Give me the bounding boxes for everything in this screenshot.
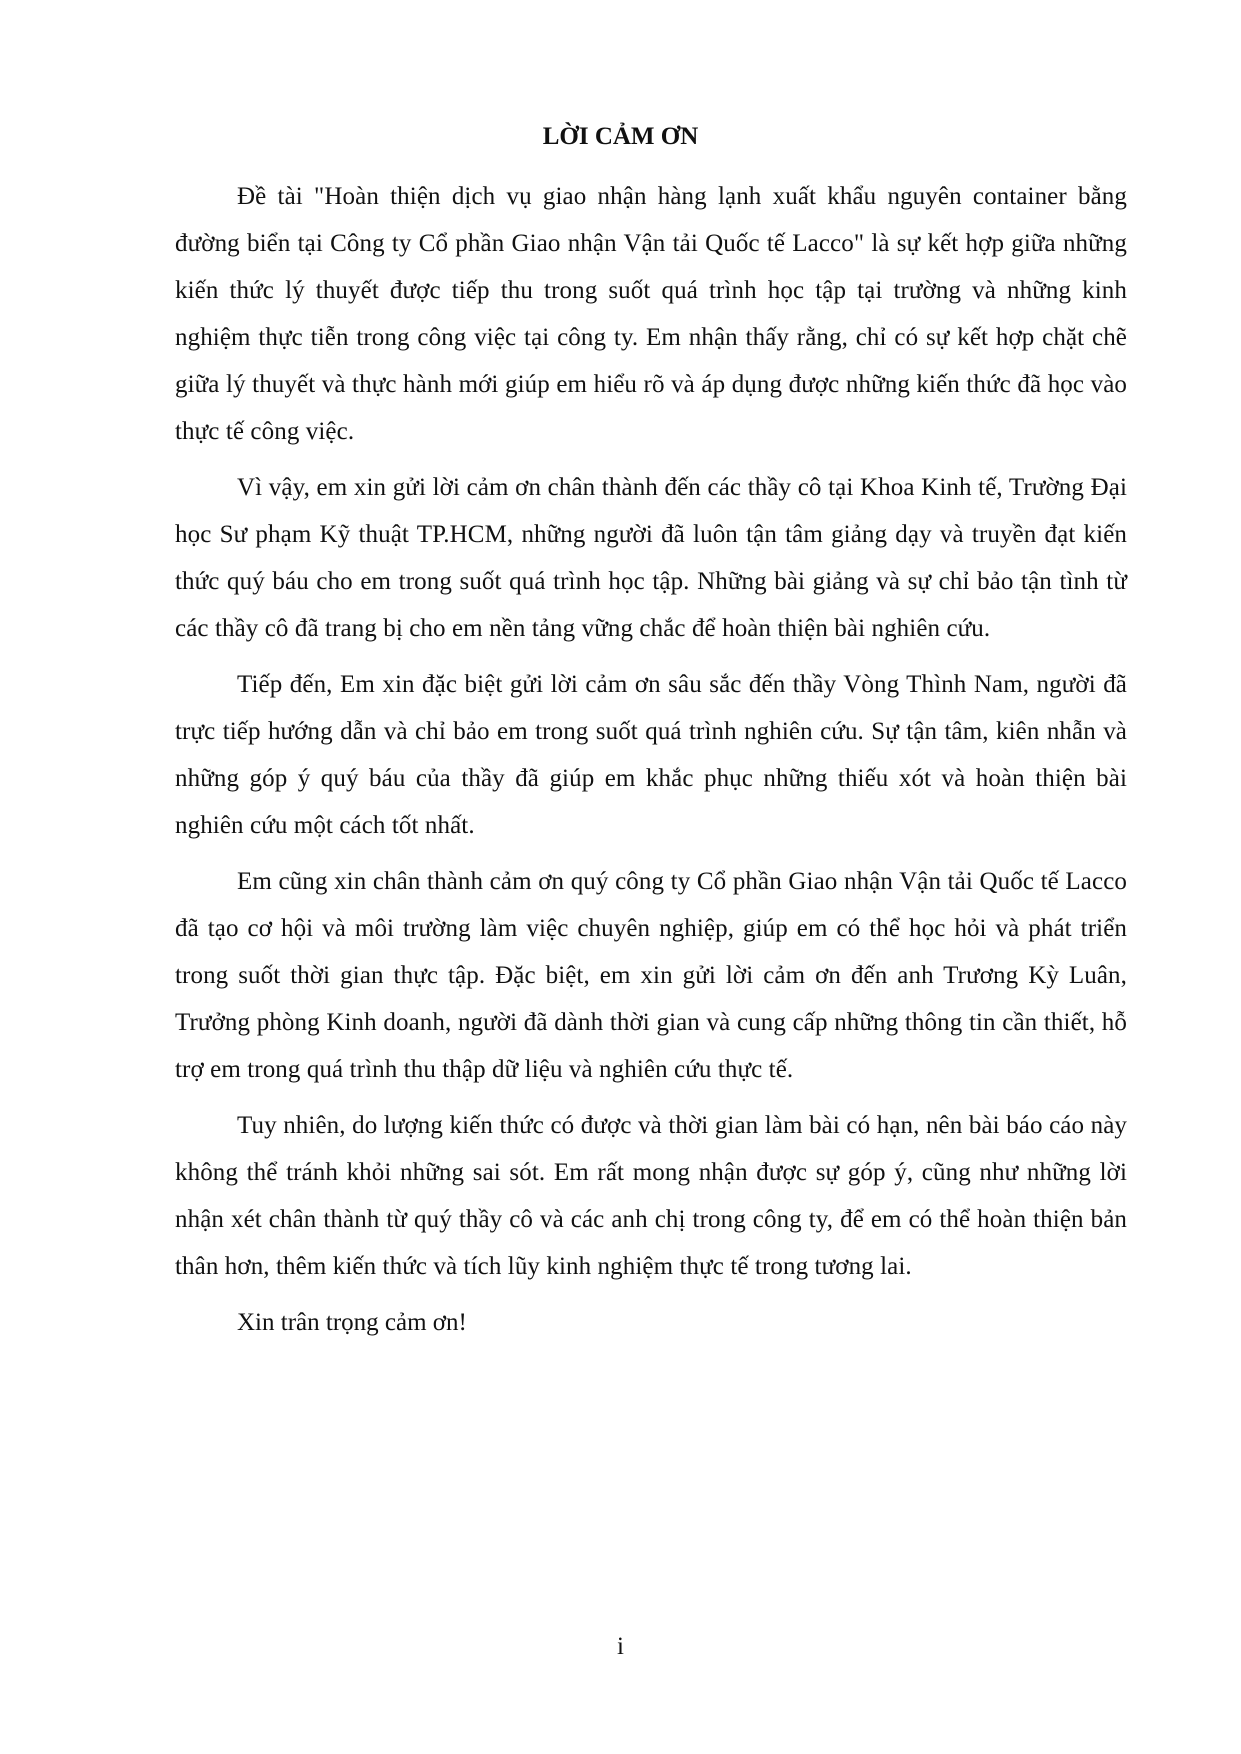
acknowledgement-body (175, 173, 1127, 1346)
paragraph-1: Đề tài "Hoàn thiện dịch vụ giao nhận hàng lạnh xuất khẩu nguyên container bằng đường biển tại Công ty Cổ phần Giao nhận Vận tải Quốc tế Lacco" là sự kết hợp giữa những kiến thức lý thuyết được tiếp thu trong suốt quá trình học tập tại trường và những kinh nghiệm thực tiễn trong công việc tại công ty. Em nhận thấy rằng, chỉ có sự kết hợp chặt chẽ giữa lý thuyết và thực hành mới giúp em hiểu rõ và áp dụng được những kiến thức đã học vào thực tế công việc. (175, 183, 1127, 445)
page-number: i (617, 1633, 624, 1660)
paragraph-2: Vì vậy, em xin gửi lời cảm ơn chân thành đến các thầy cô tại Khoa Kinh tế, Trường Đại học Sư phạm Kỹ thuật TP.HCM, những người đã luôn tận tâm giảng dạy và truyền đạt kiến thức quý báu cho em trong suốt quá trình học tập. Những bài giảng và sự chỉ bảo tận tình từ các thầy cô đã trang bị cho em nền tảng vững chắc để hoàn thiện bài nghiên cứu. (175, 474, 1127, 642)
paragraph-5: Tuy nhiên, do lượng kiến thức có được và thời gian làm bài có hạn, nên bài báo cáo này không thể tránh khỏi những sai sót. Em rất mong nhận được sự góp ý, cũng như những lời nhận xét chân thành từ quý thầy cô và các anh chị trong công ty, để em có thể hoàn thiện bản thân hơn, thêm kiến thức và tích lũy kinh nghiệm thực tế trong tương lai. (175, 1112, 1127, 1280)
page-title: LỜI CẢM ƠN (542, 123, 699, 150)
closing-line: Xin trân trọng cảm ơn! (237, 1309, 467, 1336)
paragraph-3: Tiếp đến, Em xin đặc biệt gửi lời cảm ơn sâu sắc đến thầy Vòng Thình Nam, người đã trực tiếp hướng dẫn và chỉ bảo em trong suốt quá trình nghiên cứu. Sự tận tâm, kiên nhẫn và những góp ý quý báu của thầy đã giúp em khắc phục những thiếu xót và hoàn thiện bài nghiên cứu một cách tốt nhất. (175, 671, 1127, 839)
paragraph-4: Em cũng xin chân thành cảm ơn quý công ty Cổ phần Giao nhận Vận tải Quốc tế Lacco đã tạo cơ hội và môi trường làm việc chuyên nghiệp, giúp em có thể học hỏi và phát triển trong suốt thời gian thực tập. Đặc biệt, em xin gửi lời cảm ơn đến anh Trương Kỳ Luân, Trưởng phòng Kinh doanh, người đã dành thời gian và cung cấp những thông tin cần thiết, hỗ trợ em trong quá trình thu thập dữ liệu và nghiên cứu thực tế. (175, 868, 1127, 1083)
